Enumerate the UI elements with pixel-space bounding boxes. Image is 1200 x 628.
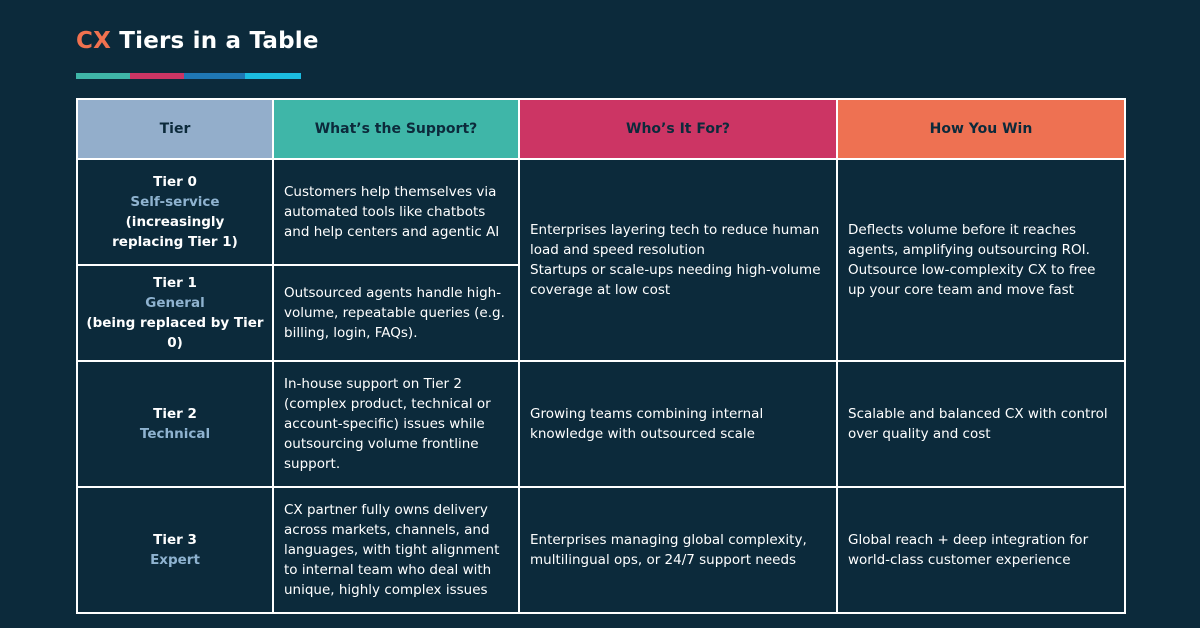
tier-name: Tier 1 xyxy=(153,275,197,291)
tier-name: Tier 2 xyxy=(153,406,197,422)
tier-cell xyxy=(77,361,273,487)
title-accent: CX xyxy=(76,28,112,54)
header-win: How You Win xyxy=(837,99,1125,159)
underline-segment-4 xyxy=(245,73,301,79)
tier-subtitle: Technical xyxy=(139,426,211,442)
tier-cell xyxy=(77,487,273,613)
tier-note: (being replaced by Tier 0) xyxy=(86,315,264,351)
tier-cell xyxy=(77,159,273,265)
cx-tiers-table xyxy=(76,98,1126,614)
title-underline xyxy=(76,73,301,79)
underline-segment-1 xyxy=(76,73,130,79)
win-cell: Scalable and balanced CX with control over quality and cost xyxy=(837,361,1125,487)
support-cell: Customers help themselves via automated tools like chatbots and help centers and agentic AI xyxy=(273,159,519,265)
who-line: Enterprises layering tech to reduce human load and speed resolution xyxy=(530,222,820,258)
tier-note: (increasingly replacing Tier 1) xyxy=(112,214,238,250)
header-who: Who’s It For? xyxy=(519,99,837,159)
win-line: Outsource low-complexity CX to free up your core team and move fast xyxy=(848,262,1096,298)
table-row xyxy=(77,487,1125,613)
header-row xyxy=(77,99,1125,159)
page-title xyxy=(76,28,319,54)
table-row xyxy=(77,159,1125,265)
win-line: Deflects volume before it reaches agents, amplifying outsourcing ROI. xyxy=(848,222,1090,258)
table-row xyxy=(77,361,1125,487)
tier-cell xyxy=(77,265,273,361)
tier-subtitle: Expert xyxy=(150,552,200,568)
underline-segment-2 xyxy=(130,73,184,79)
underline-segment-3 xyxy=(184,73,245,79)
support-cell: In-house support on Tier 2 (complex product, technical or account-specific) issues while outsourcing volume frontline support. xyxy=(273,361,519,487)
who-cell: Enterprises managing global complexity, multilingual ops, or 24/7 support needs xyxy=(519,487,837,613)
win-cell: Global reach + deep integration for world-class customer experience xyxy=(837,487,1125,613)
support-cell: Outsourced agents handle high-volume, repeatable queries (e.g. billing, login, FAQs). xyxy=(273,265,519,361)
who-cell-merged xyxy=(519,159,837,361)
header-tier: Tier xyxy=(77,99,273,159)
support-cell: CX partner fully owns delivery across markets, channels, and languages, with tight alignment to internal team who deal with unique, highly complex issues xyxy=(273,487,519,613)
title-text: Tiers in a Table xyxy=(119,28,319,54)
tier-subtitle: General xyxy=(145,295,205,311)
tier-name: Tier 0 xyxy=(153,174,197,190)
win-cell-merged xyxy=(837,159,1125,361)
who-cell: Growing teams combining internal knowledge with outsourced scale xyxy=(519,361,837,487)
header-support: What’s the Support? xyxy=(273,99,519,159)
who-line: Startups or scale-ups needing high-volume coverage at low cost xyxy=(530,262,821,298)
tier-name: Tier 3 xyxy=(153,532,197,548)
tier-subtitle: Self-service xyxy=(130,194,220,210)
